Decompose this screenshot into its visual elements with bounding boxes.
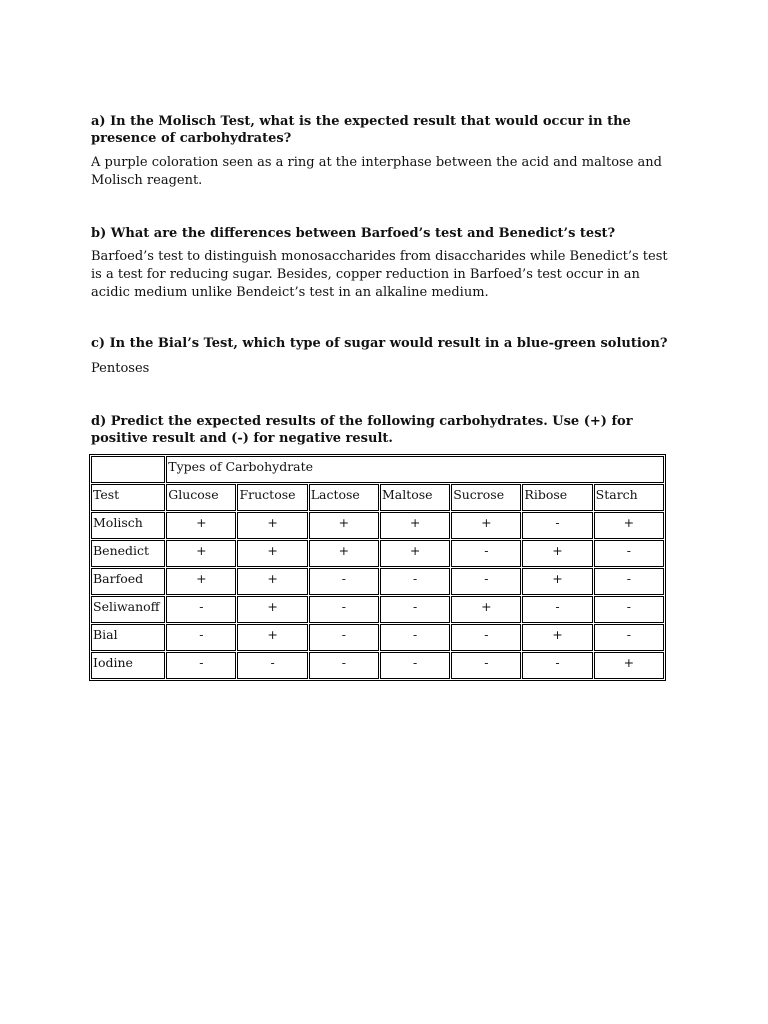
result-cell: - [309, 596, 379, 623]
result-cell: - [594, 540, 664, 567]
result-cell: + [451, 512, 521, 539]
table-row [91, 652, 664, 679]
result-cell: + [237, 568, 307, 595]
table-row [91, 624, 664, 651]
result-cell: - [594, 568, 664, 595]
result-cell: + [237, 540, 307, 567]
result-cell: + [380, 540, 450, 567]
result-cell: + [522, 540, 592, 567]
result-cell: + [380, 512, 450, 539]
results-table [89, 454, 666, 681]
column-header: Test [91, 484, 165, 511]
table-group-header-row [91, 456, 664, 483]
row-label: Bial [91, 624, 165, 651]
answer-b: Barfoed’s test to distinguish monosaccharides from disaccharides while Benedict’s test is a test for reducing sugar. Besides, copper reduction in Barfoed’s test occur in an acidic medium unlike Bendeict’s test in an alkaline medium. [91, 249, 668, 300]
column-header: Starch [594, 484, 664, 511]
result-cell: + [522, 624, 592, 651]
result-cell: + [237, 512, 307, 539]
result-cell: - [380, 624, 450, 651]
result-cell: - [166, 596, 236, 623]
result-cell: + [309, 512, 379, 539]
table-row [91, 568, 664, 595]
result-cell: - [380, 596, 450, 623]
result-cell: + [237, 624, 307, 651]
result-cell: - [380, 652, 450, 679]
row-label: Benedict [91, 540, 165, 567]
group-header-cell: Types of Carbohydrate [166, 456, 664, 483]
result-cell: - [380, 568, 450, 595]
result-cell: - [451, 568, 521, 595]
result-cell: + [166, 568, 236, 595]
row-label: Seliwanoff [91, 596, 165, 623]
result-cell: - [522, 652, 592, 679]
result-cell: + [522, 568, 592, 595]
column-header: Ribose [522, 484, 592, 511]
result-cell: - [594, 596, 664, 623]
table-corner-cell [91, 456, 165, 483]
column-header: Maltose [380, 484, 450, 511]
question-b: b) What are the differences between Barfoed’s test and Benedict’s test? [91, 226, 616, 241]
result-cell: - [309, 624, 379, 651]
result-cell: - [594, 624, 664, 651]
result-cell: - [309, 652, 379, 679]
answer-a: A purple coloration seen as a ring at the interphase between the acid and maltose and Molisch reagent. [91, 155, 662, 188]
row-label: Iodine [91, 652, 165, 679]
column-header: Fructose [237, 484, 307, 511]
column-header: Sucrose [451, 484, 521, 511]
result-cell: + [309, 540, 379, 567]
result-cell: - [166, 652, 236, 679]
result-cell: + [594, 652, 664, 679]
question-d: d) Predict the expected results of the following carbohydrates. Use (+) for positive result and (-) for negative result. [91, 414, 633, 446]
result-cell: - [451, 540, 521, 567]
row-label: Barfoed [91, 568, 165, 595]
result-cell: + [594, 512, 664, 539]
table-header-row [91, 484, 664, 511]
result-cell: + [237, 596, 307, 623]
column-header: Glucose [166, 484, 236, 511]
result-cell: + [451, 596, 521, 623]
result-cell: - [522, 512, 592, 539]
answer-c: Pentoses [91, 361, 150, 376]
question-c: c) In the Bial’s Test, which type of sugar would result in a blue-green solution? [91, 336, 668, 351]
result-cell: - [166, 624, 236, 651]
result-cell: - [309, 568, 379, 595]
result-cell: + [166, 540, 236, 567]
result-cell: - [237, 652, 307, 679]
table-row [91, 540, 664, 567]
result-cell: - [522, 596, 592, 623]
result-cell: + [166, 512, 236, 539]
row-label: Molisch [91, 512, 165, 539]
table-row [91, 512, 664, 539]
table-row [91, 596, 664, 623]
result-cell: - [451, 624, 521, 651]
column-header: Lactose [309, 484, 379, 511]
question-a: a) In the Molisch Test, what is the expected result that would occur in the presence of carbohydrates? [91, 114, 631, 146]
result-cell: - [451, 652, 521, 679]
